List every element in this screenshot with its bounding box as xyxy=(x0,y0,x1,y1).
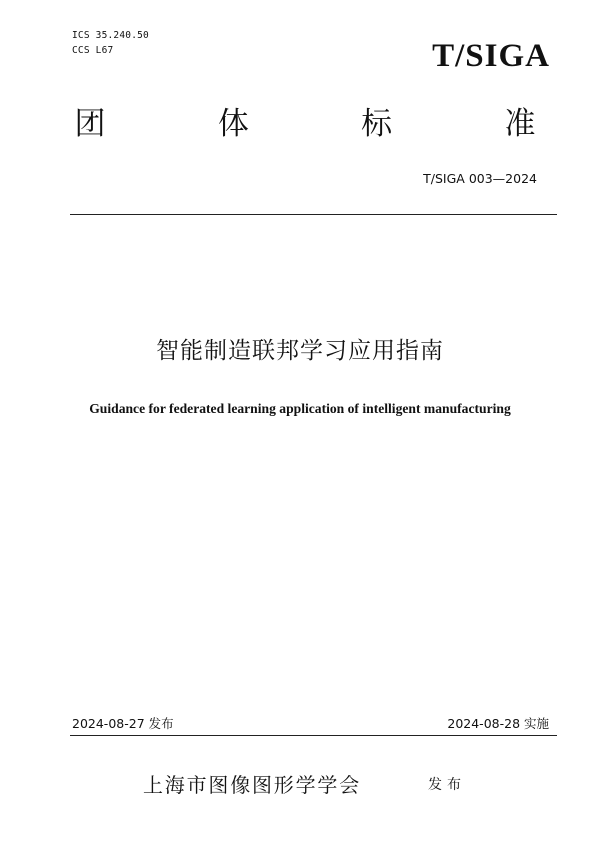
english-title: Guidance for federated learning application of intelligent manufacturing xyxy=(89,401,511,416)
issue-date: 2024-08-27 发布 xyxy=(72,716,174,731)
doc-type-char-1: 团 xyxy=(74,106,106,142)
publisher-name: 上海市图像图形学学会 xyxy=(143,773,361,797)
document-number: T/SIGA 003—2024 xyxy=(423,171,537,186)
standard-brand-logo: T/SIGA xyxy=(432,38,550,74)
doc-type-char-3: 标 xyxy=(361,106,393,142)
publish-label: 发布 xyxy=(428,777,466,793)
top-divider xyxy=(70,214,557,215)
ics-code: ICS 35.240.50 xyxy=(72,30,149,41)
chinese-title: 智能制造联邦学习应用指南 xyxy=(156,338,444,364)
bottom-divider xyxy=(70,735,557,736)
doc-type-char-2: 体 xyxy=(217,106,249,142)
doc-type-char-4: 准 xyxy=(504,106,536,142)
ccs-code: CCS L67 xyxy=(72,45,114,56)
document-type-heading xyxy=(70,104,540,144)
implementation-date: 2024-08-28 实施 xyxy=(447,716,549,731)
